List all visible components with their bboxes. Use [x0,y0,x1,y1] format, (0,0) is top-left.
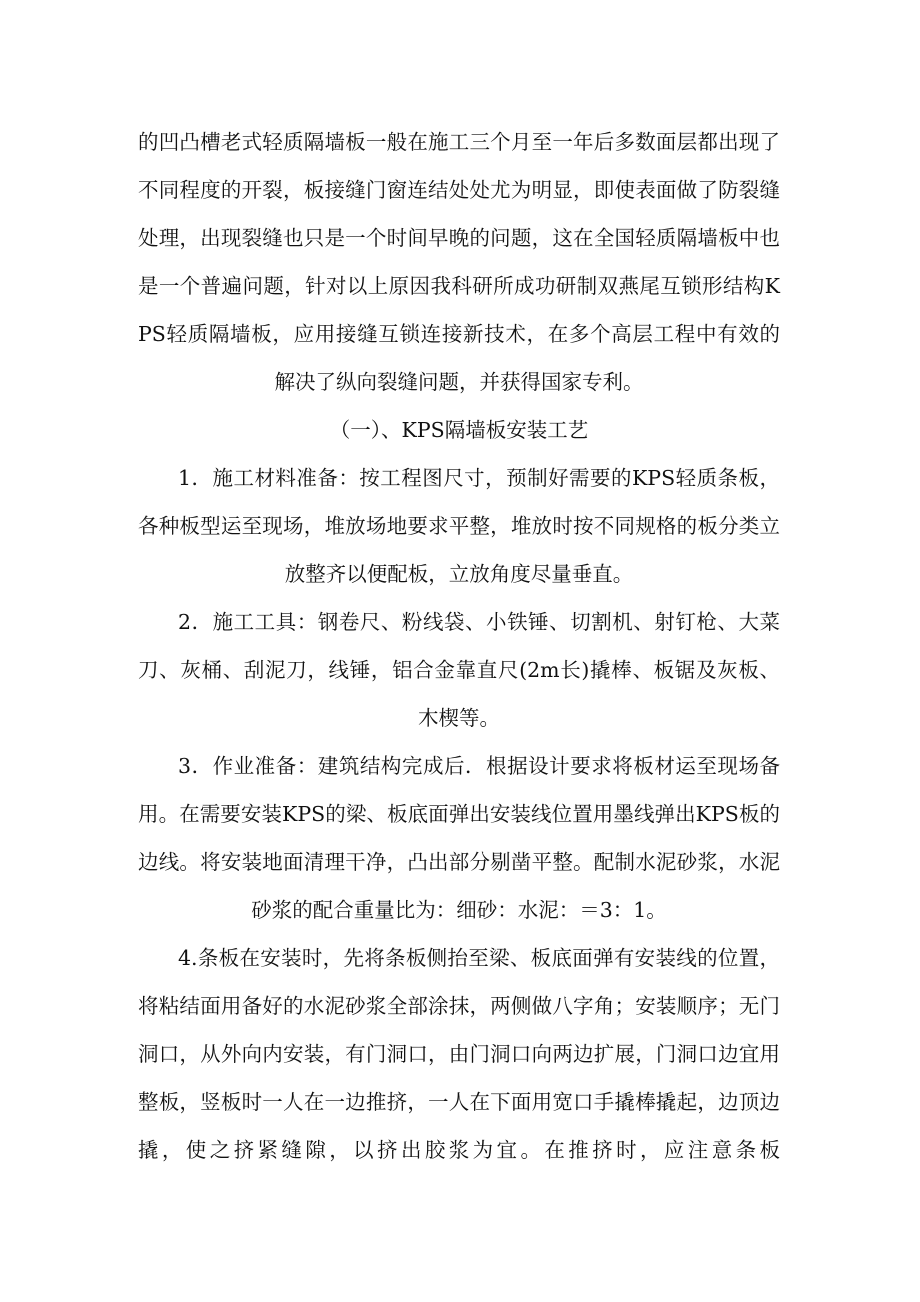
paragraph-step-1: 1．施工材料准备：按工程图尺寸，预制好需要的KPS轻质条板，各种板型运至现场，堆放场地要求平整，堆放时按不同规格的板分类立放整齐以便配板，立放角度尽量垂直。 [138,466,780,586]
section-heading: （一）、KPS隔墙板安装工艺 [329,418,589,442]
paragraph-step-4: 4.条板在安装时，先将条板侧抬至梁、板底面弹有安装线的位置，将粘结面用备好的水泥砂浆全部涂抹，两侧做八字角；安装顺序；无门洞口，从外向内安装，有门洞口，由门洞口向两边扩展，门洞口边宜用整板，竖板时一人在一边推挤，一人在下面用宽口手撬棒撬起，边顶边撬，使之挤紧缝隙，以挤出胶浆为宜。在推挤时，应注意条板 [138,946,780,1162]
paragraph-step-3: 3．作业准备：建筑结构完成后．根据设计要求将板材运至现场备用。在需要安装KPS的梁、板底面弹出安装线位置用墨线弹出KPS板的边线。将安装地面清理干净，凸出部分剔凿平整。配制水泥砂浆，水泥砂浆的配合重量比为：细砂：水泥：＝3：1。 [138,754,780,922]
paragraph-intro: 的凹凸槽老式轻质隔墙板一般在施工三个月至一年后多数面层都出现了不同程度的开裂，板接缝门窗连结处处尤为明显，即使表面做了防裂缝处理，出现裂缝也只是一个时间早晚的问题，这在全国轻质隔墙板中也是一个普遍问题，针对以上原因我科研所成功研制双燕尾互锁形结构KPS轻质隔墙板，应用接缝互锁连接新技术，在多个高层工程中有效的解决了纵向裂缝问题，并获得国家专利。 [138,130,780,394]
paragraph-step-2: 2．施工工具：钢卷尺、粉线袋、小铁锤、切割机、射钉枪、大菜刀、灰桶、刮泥刀，线锤，铝合金靠直尺(2m长)撬棒、板锯及灰板、木楔等。 [138,610,780,730]
document-body [138,118,780,1174]
